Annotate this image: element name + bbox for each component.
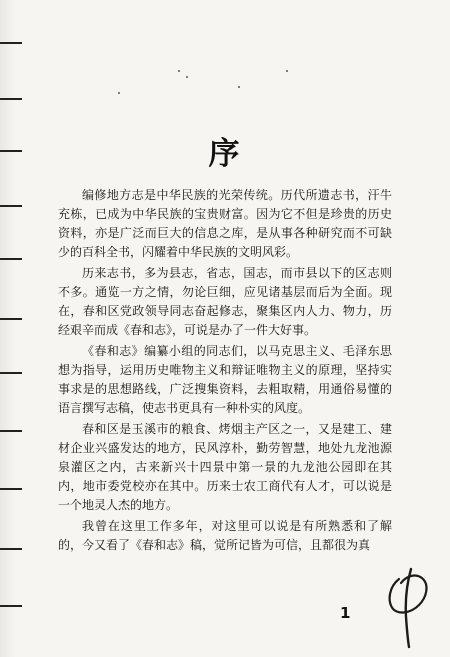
paragraph: 历来志书，多为县志，省志，国志，而市县以下的区志则不多。通览一方之情，勿论巨细，应见诸基层而后为全面。现在，春和区党政领导同志奋起修志，聚集区内人力、物力，历经艰辛而成《春和志》，可说是办了一件大好事。 xyxy=(58,266,392,337)
binding-mark xyxy=(0,488,22,490)
binding-mark xyxy=(0,430,22,432)
scan-speck xyxy=(286,70,288,72)
handwritten-mark-icon xyxy=(381,565,437,650)
scan-speck xyxy=(178,70,180,72)
paragraph: 春和区是玉溪市的粮食、烤烟主产区之一，又是建工、建材企业兴盛发达的地方，民风淳朴，勤劳智慧，地处九龙池源泉灌区之内，古来新兴十四景中第一景的九龙池公园即在其内，地市委党校亦在其中。历来士农工商代有人才，可以说是一个地灵人杰的地方。 xyxy=(58,422,392,512)
binding-mark xyxy=(0,318,22,320)
scan-speck xyxy=(238,86,240,88)
body-text xyxy=(58,186,392,557)
binding-edge xyxy=(0,0,16,657)
binding-mark xyxy=(0,258,22,260)
paragraph: 《春和志》编纂小组的同志们，以马克思主义、毛泽东思想为指导，运用历史唯物主义和辩证唯物主义的原理，坚持实事求是的思想路线，广泛搜集资料，去粗取精，用通俗易懂的语言撰写志稿，使志书更具有一种朴实的风度。 xyxy=(58,344,392,415)
paragraph: 我曾在这里工作多年，对这里可以说是有所熟悉和了解的，今又看了《春和志》稿，觉所记皆为可信，且都很为真 xyxy=(58,519,392,552)
scan-speck xyxy=(186,76,188,78)
binding-mark xyxy=(0,205,22,207)
page-number: 1 xyxy=(340,604,351,622)
paragraph: 编修地方志是中华民族的光荣传统。历代所遗志书，汗牛充栋，已成为中华民族的宝贵财富。因为它不但是珍贵的历史资料，亦是广泛而巨大的信息之库，是从事各种研究而不可缺少的百科全书，闪耀着中华民族的文明风彩。 xyxy=(58,188,392,259)
page-title: 序 xyxy=(208,136,242,172)
scan-speck xyxy=(118,92,120,94)
binding-mark xyxy=(0,372,22,374)
binding-mark xyxy=(0,548,22,550)
binding-mark xyxy=(0,98,22,100)
binding-mark xyxy=(0,42,22,44)
binding-mark xyxy=(0,605,22,607)
